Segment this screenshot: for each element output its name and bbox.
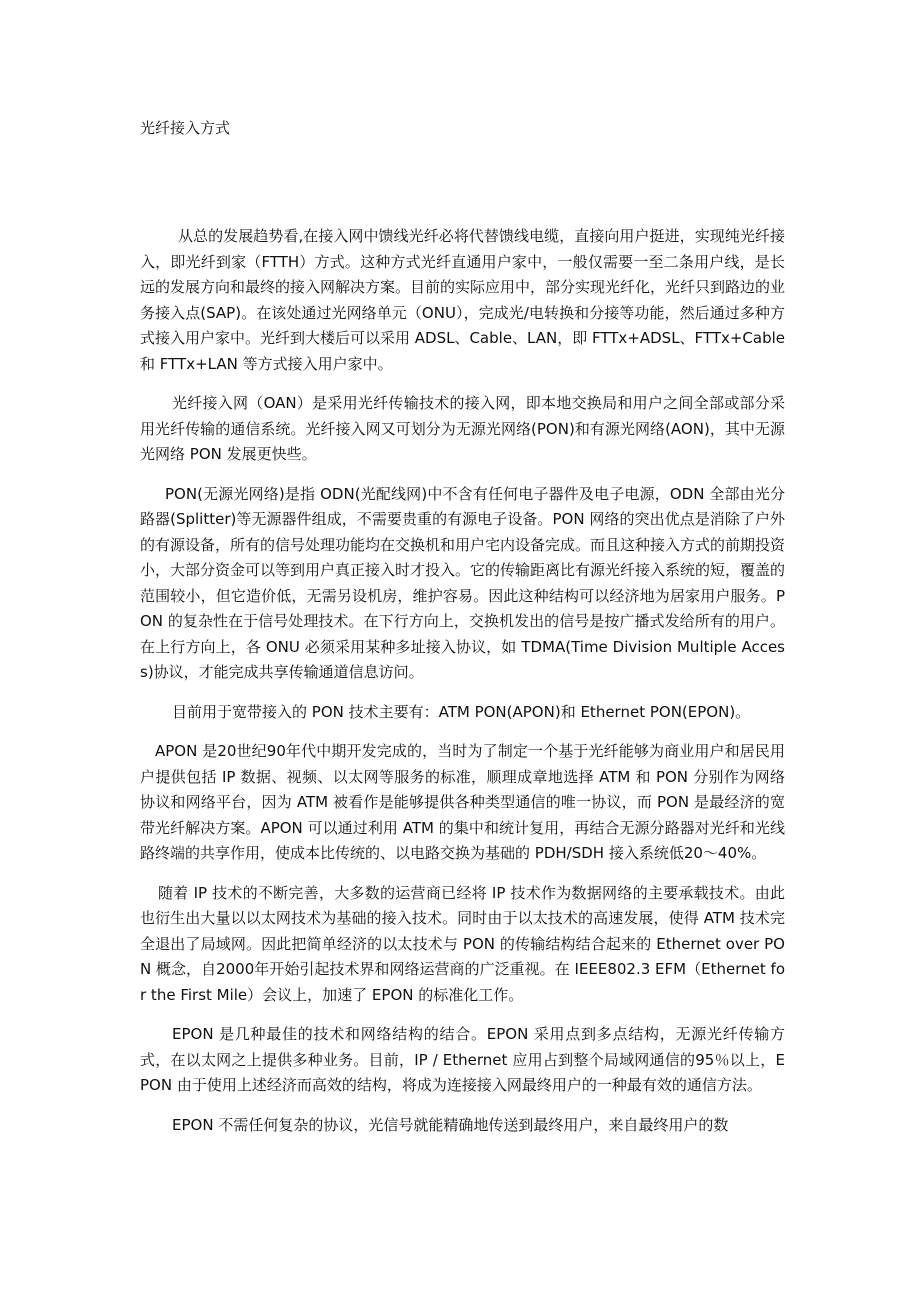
paragraph-epon-structure: EPON 是几种最佳的技术和网络结构的结合。EPON 采用点到多点结构，无源光纤传输方式，在以太网之上提供多种业务。目前，IP / Ethernet 应用占到整个局域网通信的95％以上，EPON 由于使用上述经济而高效的结构，将成为连接接入网最终用户的一种最有效的通信方法。 — [140, 1025, 785, 1094]
paragraph-apon: APON 是20世纪90年代中期开发完成的，当时为了制定一个基于光纤能够为商业用户和居民用户提供包括 IP 数据、视频、以太网等服务的标准，顺理成章地选择 ATM 和 PON 分别作为网络协议和网络平台，因为 ATM 被看作是能够提供各种类型通信的唯一协议，而 PON 是最经济的宽带光纤解决方案。APON 可以通过利用 ATM 的集中和统计复用，再结合无源分路器对光纤和光线路终端的共享作用，使成本比传统的、以电路交换为基础的 PDH/SDH 接入系统低20～40%。 — [140, 742, 785, 862]
document-body — [140, 224, 785, 1152]
paragraph-pon-types: 目前用于宽带接入的 PON 技术主要有：ATM PON(APON)和 Ethernet PON(EPON)。 — [172, 702, 751, 721]
paragraph-overview: 从总的发展趋势看,在接入网中馈线光纤必将代替馈线电缆，直接向用户挺进，实现纯光纤接入，即光纤到家（FTTH）方式。这种方式光纤直通用户家中，一般仅需要一至二条用户线，是长远的发展方向和最终的接入网解决方案。目前的实际应用中，部分实现光纤化，光纤只到路边的业务接入点(SAP)。在该处通过光网络单元（ONU），完成光/电转换和分接等功能，然后通过多种方式接入用户家中。光纤到大楼后可以采用 ADSL、Cable、LAN，即 FTTx+ADSL、FTTx+Cable 和 FTTx+LAN 等方式接入用户家中。 — [140, 227, 786, 373]
paragraph-oan: 光纤接入网（OAN）是采用光纤传输技术的接入网，即本地交换局和用户之间全部或部分采用光纤传输的通信系统。光纤接入网又可划分为无源光网络(PON)和有源光网络(AON)，其中无源光网络 PON 发展更快些。 — [140, 394, 785, 463]
paragraph-pon: PON(无源光网络)是指 ODN(光配线网)中不含有任何电子器件及电子电源，ODN 全部由光分路器(Splitter)等无源器件组成，不需要贵重的有源电子设备。PON 网络的突出优点是消除了户外的有源设备，所有的信号处理功能均在交换机和用户宅内设备完成。而且这种接入方式的前期投资小，大部分资金可以等到用户真正接入时才投入。它的传输距离比有源光纤接入系统的短，覆盖的范围较小，但它造价低，无需另设机房，维护容易。因此这种结构可以经济地为居家用户服务。PON 的复杂性在于信号处理技术。在下行方向上，交换机发出的信号是按广播式发给所有的用户。在上行方向上，各 ONU 必须采用某种多址接入协议，如 TDMA(Time Division Multiple Access)协议，才能完成共享传输通道信息访问。 — [140, 484, 786, 681]
paragraph-epon-protocol: EPON 不需任何复杂的协议，光信号就能精确地传送到最终用户，来自最终用户的数 — [172, 1115, 729, 1134]
paragraph-ip-ethernet: 随着 IP 技术的不断完善，大多数的运营商已经将 IP 技术作为数据网络的主要承载技术。由此也衍生出大量以以太网技术为基础的接入技术。同时由于以太技术的高速发展，使得 ATM 技术完全退出了局域网。因此把简单经济的以太技术与 PON 的传输结构结合起来的 Ethernet over PON 概念，自2000年开始引起技术界和网络运营商的广泛重视。在 IEEE802.3 EFM（Ethernet for the First Mile）会议上，加速了 EPON 的标准化工作。 — [140, 883, 785, 1004]
document-title: 光纤接入方式 — [140, 119, 231, 137]
